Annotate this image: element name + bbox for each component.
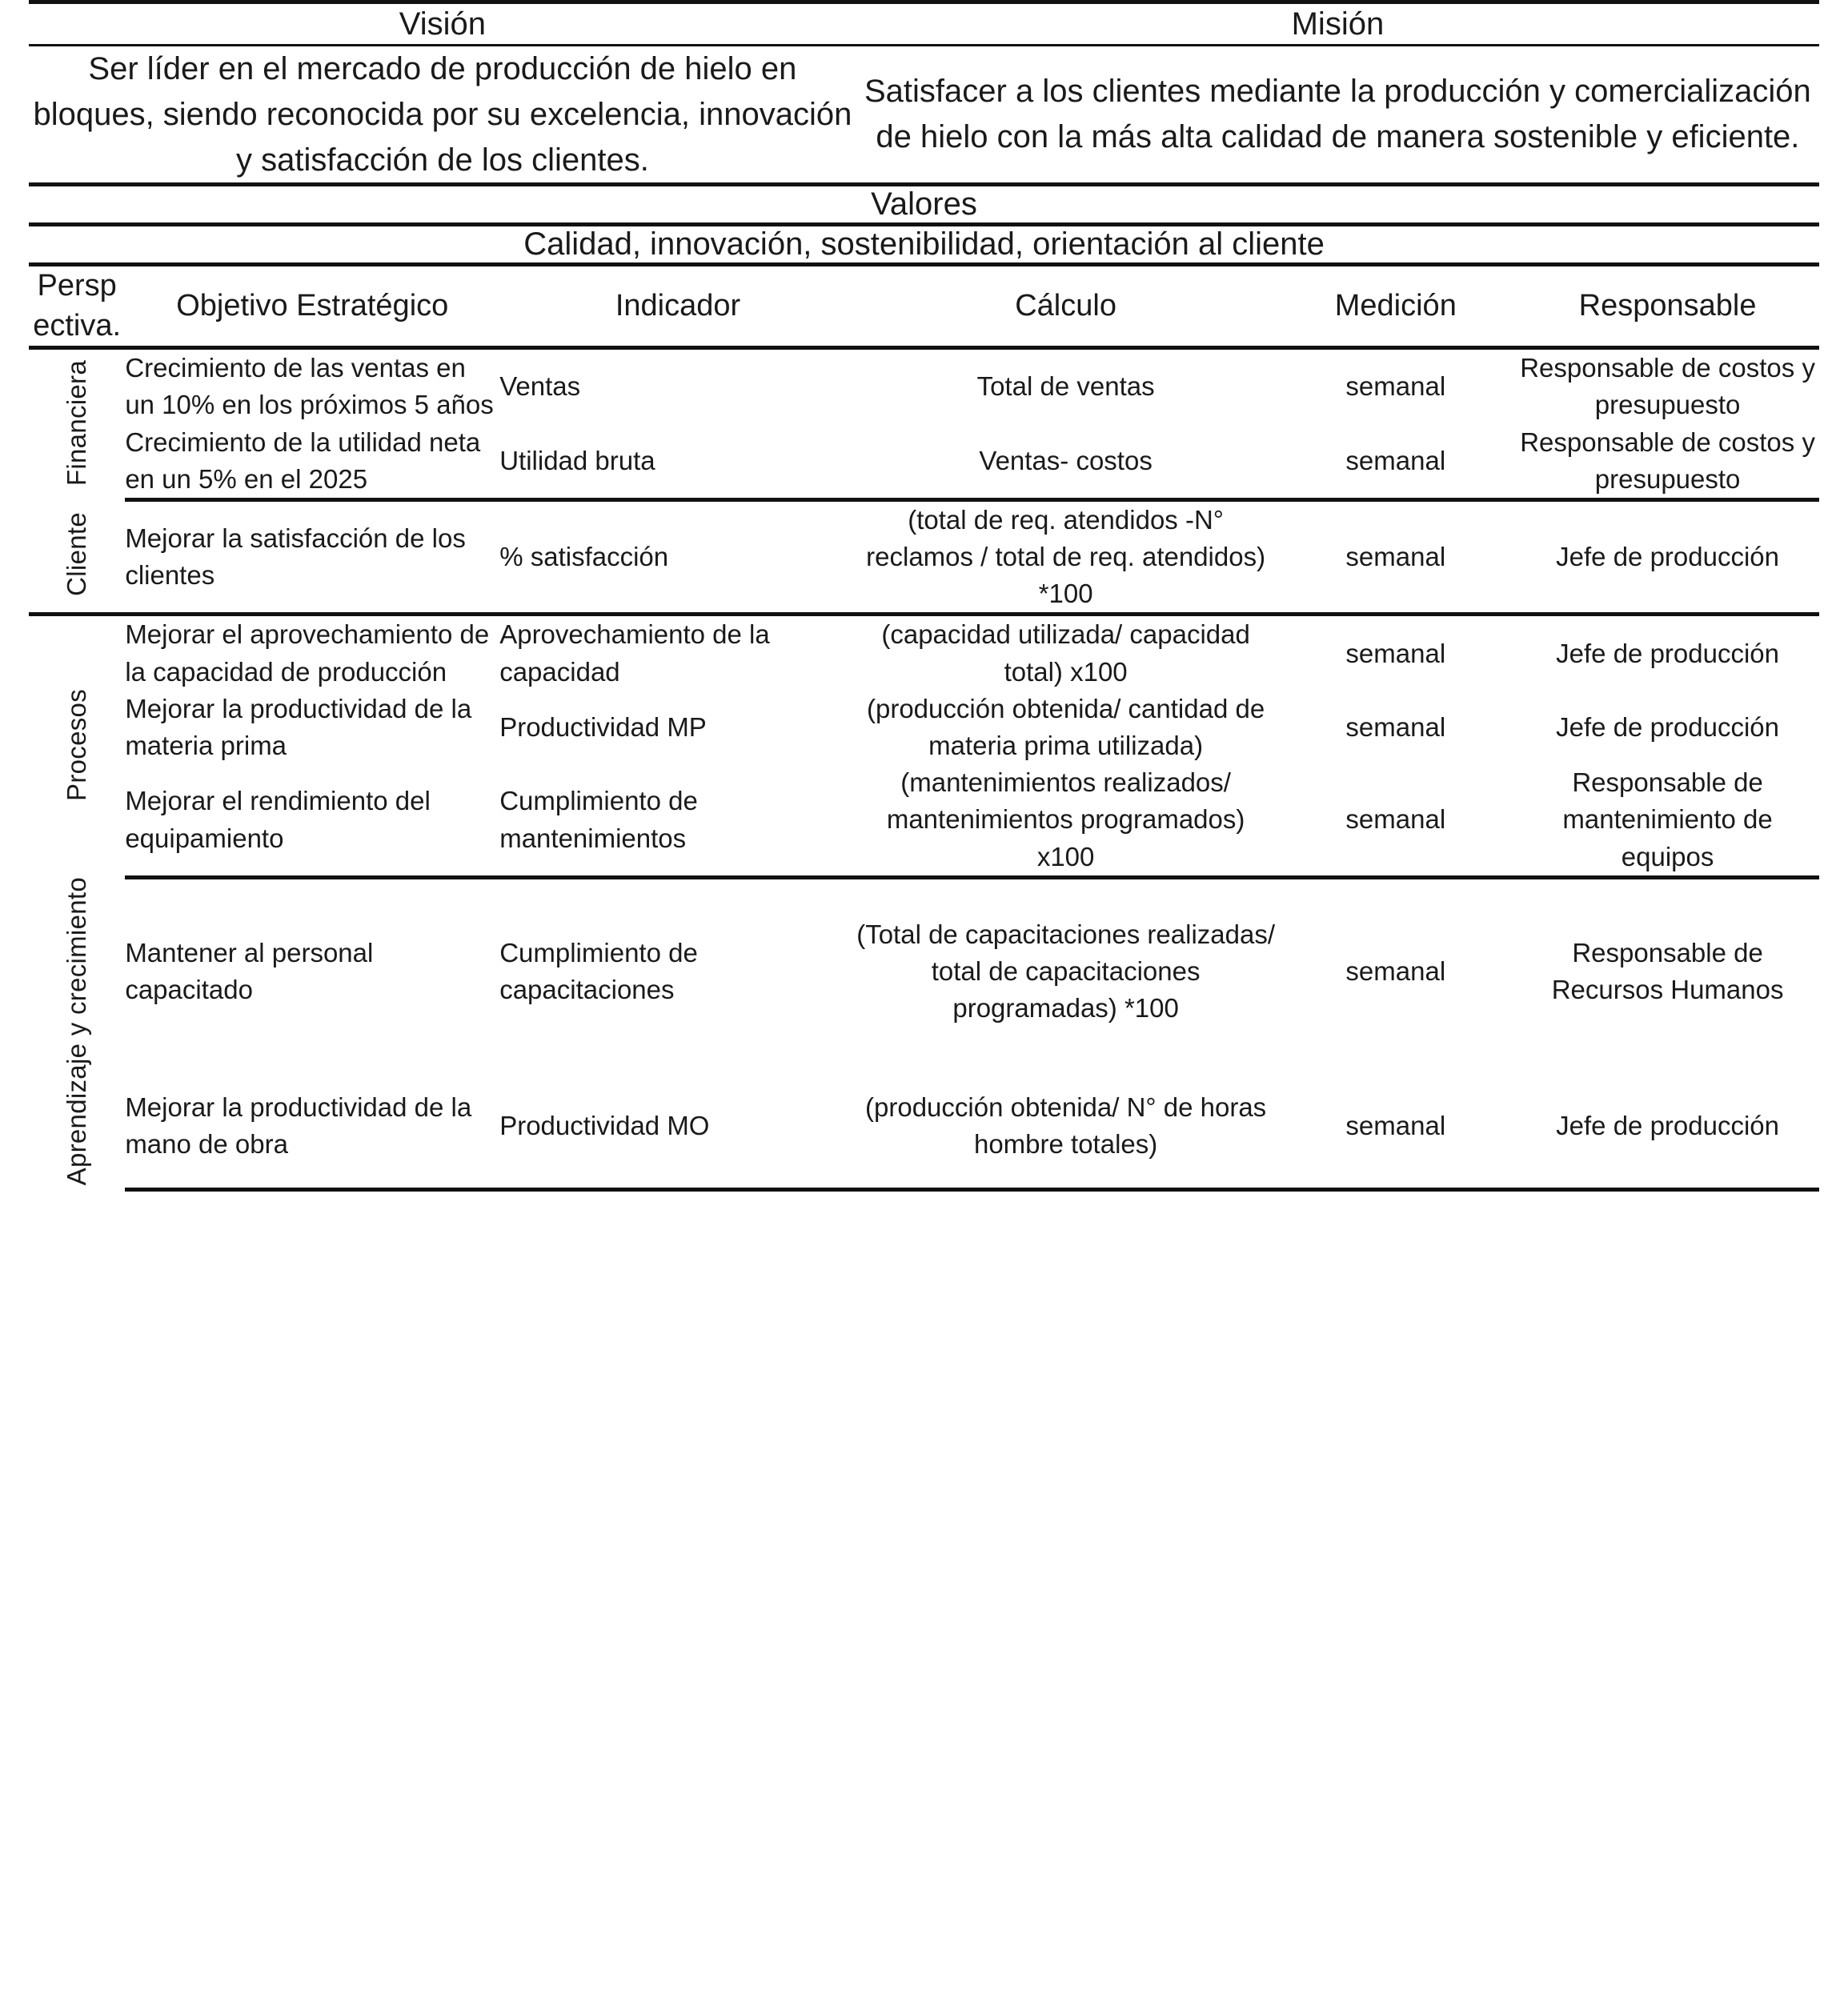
column-header-medicion: Medición — [1275, 265, 1516, 348]
cell-objetivo: Mejorar la productividad de la materia prima — [125, 693, 472, 761]
cell-medicion: semanal — [1345, 371, 1446, 402]
cell-calculo: Total de ventas — [976, 371, 1155, 402]
cell-indicador: Productividad MO — [499, 1064, 856, 1190]
vision-mision-body-row — [29, 46, 1819, 185]
table-row — [29, 424, 1819, 500]
vision-header: Visión — [29, 2, 856, 46]
column-header-objetivo: Objetivo Estratégico — [125, 265, 499, 348]
cell-calculo: (total de req. atendidos -N° reclamos / total de req. atendidos) *100 — [856, 499, 1276, 615]
vision-mision-header-row — [29, 2, 1819, 46]
table-row — [29, 499, 1819, 615]
mision-text: Satisfacer a los clientes mediante la producción y comercialización de hielo con la más alta calidad de manera sostenible y eficiente. — [856, 46, 1819, 185]
table-row — [29, 615, 1819, 691]
perspective-label-text: Cliente — [61, 512, 91, 596]
cell-responsable: Responsable de Recursos Humanos — [1551, 938, 1784, 1005]
cell-objetivo: Crecimiento de la utilidad neta en un 5% en el 2025 — [125, 424, 499, 500]
cell-medicion: semanal — [1275, 1064, 1516, 1190]
valores-header: Valores — [29, 185, 1819, 225]
perspective-label-text: Aprendizaje y crecimiento — [61, 877, 91, 1186]
table-row — [29, 877, 1819, 1064]
cell-objetivo: Mejorar la satisfacción de los clientes — [125, 499, 499, 615]
cell-medicion: semanal — [1275, 424, 1516, 500]
cell-medicion: semanal — [1275, 499, 1516, 615]
vision-text: Ser líder en el mercado de producción de hielo en bloques, siendo reconocida por su excelencia, innovación y satisfacción de los clientes. — [29, 46, 856, 185]
column-header-calculo: Cálculo — [856, 265, 1276, 348]
cell-objetivo: Mejorar la productividad de la mano de obra — [125, 1064, 499, 1190]
cell-indicador: Ventas — [499, 371, 581, 402]
table-row — [29, 348, 1819, 424]
cell-responsable: Jefe de producción — [1516, 1064, 1819, 1190]
cell-objetivo: Mejorar el rendimiento del equipamiento — [125, 764, 499, 877]
column-header-perspectiva: Persp ectiva. — [29, 265, 125, 348]
valores-text: Calidad, innovación, sostenibilidad, orientación al cliente — [29, 225, 1819, 265]
cell-indicador: Utilidad bruta — [499, 424, 856, 500]
cell-medicion: semanal — [1275, 764, 1516, 877]
cell-calculo: (producción obtenida/ N° de horas hombre totales) — [856, 1064, 1276, 1190]
balanced-scorecard-table — [29, 0, 1819, 1192]
cell-indicador: Aprovechamiento de la capacidad — [499, 619, 770, 687]
column-header-responsable: Responsable — [1516, 265, 1819, 348]
cell-indicador: Cumplimiento de mantenimientos — [499, 764, 856, 877]
cell-indicador: Cumplimiento de capacitaciones — [499, 938, 698, 1005]
cell-calculo: (capacidad utilizada/ capacidad total) x100 — [881, 619, 1250, 687]
perspective-label-aprendizaje — [29, 877, 125, 1189]
cell-medicion: semanal — [1345, 638, 1446, 668]
perspective-label-cliente — [29, 499, 125, 615]
valores-body-row — [29, 225, 1819, 265]
cell-calculo: (producción obtenida/ cantidad de materia prima utilizada) — [867, 693, 1265, 761]
cell-indicador: Productividad MP — [499, 711, 707, 742]
cell-responsable: Jefe de producción — [1516, 499, 1819, 615]
cell-responsable: Responsable de costos y presupuesto — [1520, 353, 1815, 420]
table-row — [29, 1064, 1819, 1190]
cell-objetivo: Mejorar el aprovechamiento de la capacidad de producción — [125, 619, 490, 687]
perspective-label-procesos — [29, 615, 125, 877]
cell-calculo: (Total de capacitaciones realizadas/ total de capacitaciones programadas) *100 — [856, 919, 1275, 1024]
cell-indicador: % satisfacción — [499, 499, 856, 615]
perspective-label-financiera — [29, 348, 125, 500]
cell-objetivo: Crecimiento de las ventas en un 10% en los próximos 5 años — [125, 353, 494, 420]
column-header-row — [29, 265, 1819, 348]
valores-header-row — [29, 185, 1819, 225]
cell-objetivo: Mantener al personal capacitado — [125, 938, 374, 1005]
cell-responsable: Jefe de producción — [1556, 711, 1780, 742]
cell-medicion: semanal — [1345, 956, 1446, 987]
cell-responsable: Responsable de mantenimiento de equipos — [1516, 764, 1819, 877]
cell-calculo: (mantenimientos realizados/ mantenimientos programados) x100 — [856, 764, 1276, 877]
mision-header: Misión — [856, 2, 1819, 46]
table-row — [29, 764, 1819, 877]
perspective-label-text: Procesos — [61, 688, 91, 801]
cell-responsable: Responsable de costos y presupuesto — [1516, 424, 1819, 500]
perspective-label-text: Financiera — [61, 359, 91, 486]
cell-calculo: Ventas- costos — [856, 424, 1276, 500]
cell-medicion: semanal — [1345, 711, 1446, 742]
column-header-indicador: Indicador — [499, 265, 856, 348]
table-row — [29, 691, 1819, 764]
cell-responsable: Jefe de producción — [1556, 638, 1780, 668]
